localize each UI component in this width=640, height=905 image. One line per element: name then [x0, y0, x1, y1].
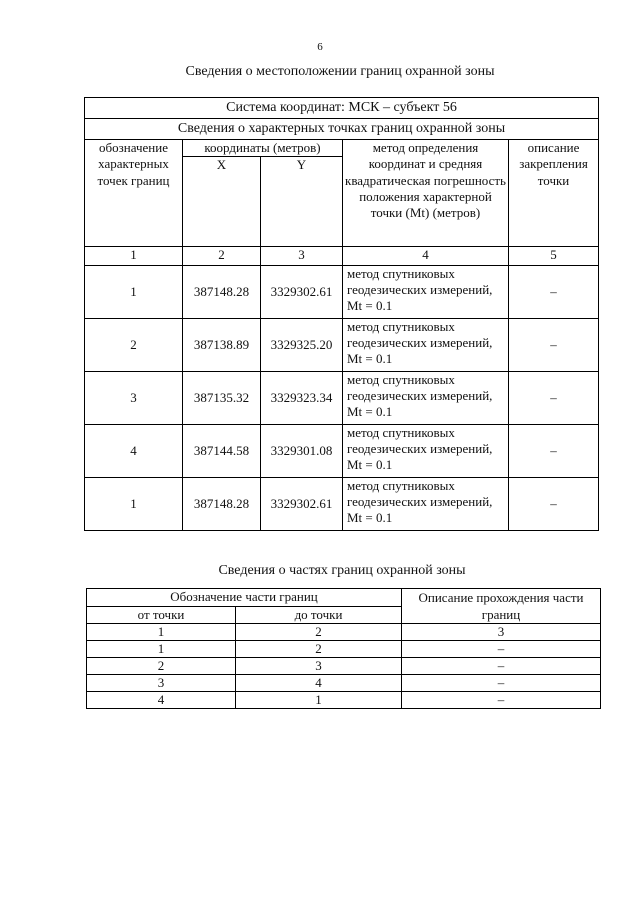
boundary-parts-table — [86, 588, 601, 709]
to-point: 3 — [236, 658, 402, 675]
table-row — [85, 372, 599, 425]
point-id: 4 — [85, 425, 183, 478]
description-dash: – — [509, 372, 599, 425]
coord-x: 387135.32 — [183, 372, 261, 425]
table-row — [87, 641, 601, 658]
description-dash: – — [509, 478, 599, 531]
coord-system-header: Система координат: МСК – субъект 56 — [85, 98, 599, 119]
header-description: описание закрепления точки — [509, 140, 599, 247]
description-dash: – — [509, 319, 599, 372]
header-part-designation: Обозначение части границ — [87, 589, 402, 607]
table-row — [85, 425, 599, 478]
table-row — [85, 478, 599, 531]
coord-y: 3329302.61 — [261, 266, 343, 319]
from-point: 1 — [87, 641, 236, 658]
coord-y: 3329301.08 — [261, 425, 343, 478]
description-dash: – — [509, 266, 599, 319]
point-id: 1 — [85, 266, 183, 319]
to-point: 4 — [236, 675, 402, 692]
section-header: Сведения о характерных точках границ охранной зоны — [85, 119, 599, 140]
point-id: 1 — [85, 478, 183, 531]
point-id: 3 — [85, 372, 183, 425]
header-part-description: Описание прохождения части границ — [402, 589, 601, 624]
header-to-point: до точки — [236, 606, 402, 624]
header-x: X — [183, 157, 261, 247]
part-description: – — [402, 692, 601, 709]
part-description: – — [402, 658, 601, 675]
method-text: метод спутниковых геодезических измерений, Mt = 0.1 — [343, 319, 509, 372]
method-text: метод спутниковых геодезических измерений, Mt = 0.1 — [343, 266, 509, 319]
column-number: 1 — [85, 247, 183, 266]
part-description: – — [402, 675, 601, 692]
header-coordinates: координаты (метров) — [183, 140, 343, 157]
page-number: 6 — [317, 41, 323, 53]
column-number-row — [85, 247, 599, 266]
method-text: метод спутниковых геодезических измерений, Mt = 0.1 — [343, 478, 509, 531]
method-text: метод спутниковых геодезических измерений, Mt = 0.1 — [343, 372, 509, 425]
table-row — [87, 675, 601, 692]
coord-y: 3329325.20 — [261, 319, 343, 372]
coord-y: 3329323.34 — [261, 372, 343, 425]
column-number: 5 — [509, 247, 599, 266]
document-title: Сведения о местоположении границ охранной зоны — [185, 64, 495, 79]
column-number: 4 — [343, 247, 509, 266]
from-point: 3 — [87, 675, 236, 692]
column-number: 3 — [402, 624, 601, 641]
method-text: метод спутниковых геодезических измерений, Mt = 0.1 — [343, 425, 509, 478]
column-number: 2 — [183, 247, 261, 266]
table-row — [85, 266, 599, 319]
coord-x: 387148.28 — [183, 478, 261, 531]
header-point-designation: обозначение характерных точек границ — [85, 140, 183, 247]
to-point: 1 — [236, 692, 402, 709]
table-row — [85, 319, 599, 372]
to-point: 2 — [236, 641, 402, 658]
header-method: метод определения координат и средняя квадратическая погрешность положения характерной точки (Mt) (метров) — [343, 140, 509, 247]
coord-x: 387138.89 — [183, 319, 261, 372]
part-description: – — [402, 641, 601, 658]
from-point: 2 — [87, 658, 236, 675]
coord-x: 387148.28 — [183, 266, 261, 319]
column-number-row — [87, 624, 601, 641]
column-number: 1 — [87, 624, 236, 641]
column-number: 2 — [236, 624, 402, 641]
boundary-points-table — [84, 97, 599, 531]
description-dash: – — [509, 425, 599, 478]
point-id: 2 — [85, 319, 183, 372]
from-point: 4 — [87, 692, 236, 709]
header-y: Y — [261, 157, 343, 247]
coord-x: 387144.58 — [183, 425, 261, 478]
table-row — [87, 692, 601, 709]
column-number: 3 — [261, 247, 343, 266]
parts-section-title: Сведения о частях границ охранной зоны — [218, 563, 466, 578]
coord-y: 3329302.61 — [261, 478, 343, 531]
table-row — [87, 658, 601, 675]
header-from-point: от точки — [87, 606, 236, 624]
